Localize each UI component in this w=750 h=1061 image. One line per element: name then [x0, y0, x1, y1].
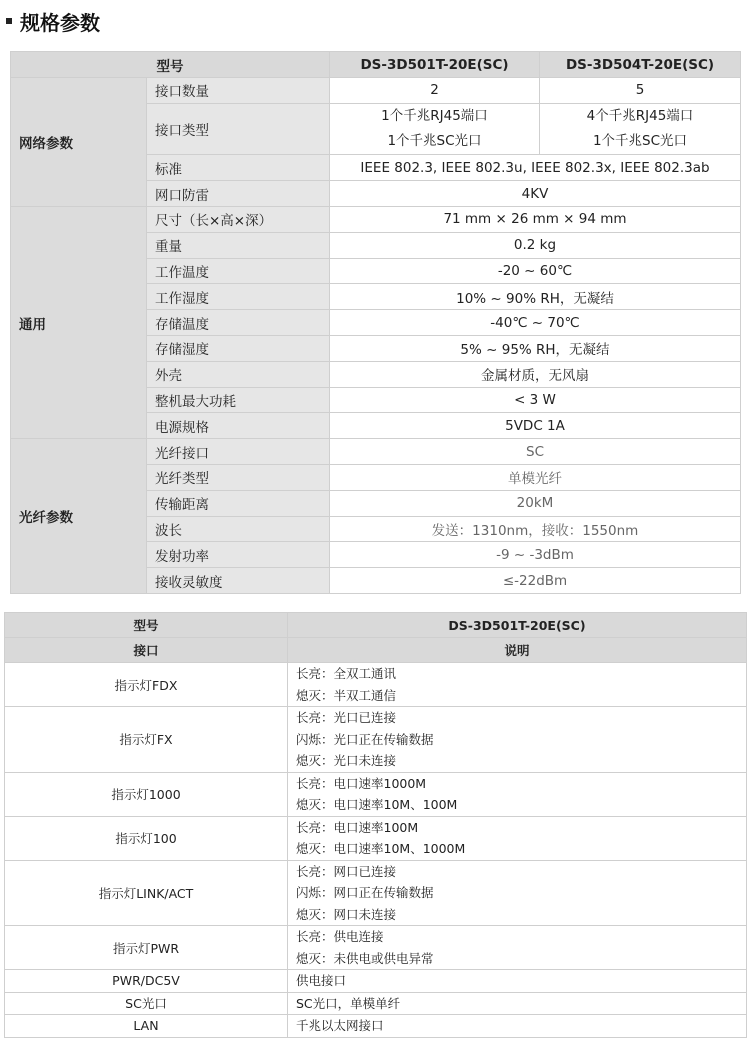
- description-line: 供电接口: [296, 973, 347, 988]
- description-line: 长亮：电口速率100M: [296, 819, 419, 835]
- param-name: 接口类型: [147, 103, 330, 155]
- model-name: DS-3D504T-20E(SC): [540, 52, 741, 78]
- param-name: 尺寸（长×高×深）: [147, 206, 330, 232]
- param-name: 整机最大功耗: [147, 387, 330, 413]
- interface-row: [5, 663, 747, 707]
- interface-header-row: [5, 638, 747, 663]
- param-name: 传输距离: [147, 490, 330, 516]
- param-name: 接口数量: [147, 78, 330, 104]
- param-value: 20kM: [330, 490, 741, 516]
- interface-row: [5, 772, 747, 816]
- param-name: 波长: [147, 516, 330, 542]
- interface-description: [288, 816, 747, 860]
- spec-row: [11, 206, 741, 232]
- param-value: [330, 103, 540, 155]
- interface-row: [5, 992, 747, 1015]
- section-title: [4, 6, 100, 36]
- description-line: 熄灭：半双工通信: [296, 687, 397, 703]
- param-value: 71 mm × 26 mm × 94 mm: [330, 206, 741, 232]
- description-line: 熄灭：网口未连接: [296, 906, 397, 922]
- description-line: 闪烁：网口正在传输数据: [296, 885, 434, 900]
- param-name: 接收灵敏度: [147, 568, 330, 594]
- param-value: -40℃ ~ 70℃: [330, 310, 741, 336]
- model-name: DS-3D501T-20E(SC): [330, 52, 540, 78]
- param-value: 5% ~ 95% RH，无凝结: [330, 335, 741, 361]
- param-value: -9 ~ -3dBm: [330, 542, 741, 568]
- param-value: SC: [330, 439, 741, 465]
- description-line: 闪烁：光口正在传输数据: [296, 731, 434, 747]
- interface-row: [5, 860, 747, 926]
- interface-description: [288, 860, 747, 926]
- param-value: 单模光纤: [330, 464, 741, 490]
- param-value: IEEE 802.3, IEEE 802.3u, IEEE 802.3x, IEEE 802.3ab: [330, 155, 741, 181]
- interface-row: [5, 970, 747, 993]
- param-value: < 3 W: [330, 387, 741, 413]
- description-line: 千兆以太网接口: [296, 1018, 384, 1033]
- section-title-text: 规格参数: [20, 10, 100, 35]
- model-label: 型号: [11, 52, 330, 78]
- param-value: ≤-22dBm: [330, 568, 741, 594]
- interface-name: 指示灯1000: [5, 772, 288, 816]
- interface-description: [288, 1015, 747, 1038]
- group-name: 通用: [11, 206, 147, 438]
- param-name: 工作温度: [147, 258, 330, 284]
- description-line: 长亮：光口已连接: [296, 710, 397, 725]
- param-name: 发射功率: [147, 542, 330, 568]
- param-value-line: 1个千兆RJ45端口: [381, 108, 488, 125]
- interface-name: 指示灯PWR: [5, 926, 288, 970]
- interface-model-row: [5, 613, 747, 638]
- param-value-line: 4个千兆RJ45端口: [586, 108, 694, 125]
- interface-description: [288, 663, 747, 707]
- param-value: [540, 103, 741, 155]
- interface-name: PWR/DC5V: [5, 970, 288, 993]
- spec-row: [11, 439, 741, 465]
- interface-description: [288, 707, 747, 773]
- param-value: 4KV: [330, 181, 741, 207]
- interface-description: [288, 772, 747, 816]
- param-name: 工作湿度: [147, 284, 330, 310]
- param-value: 10% ~ 90% RH，无凝结: [330, 284, 741, 310]
- description-line: 长亮：电口速率1000M: [296, 775, 427, 791]
- interface-table: [4, 612, 747, 1038]
- param-value: 0.2 kg: [330, 232, 741, 258]
- description-line: 长亮：网口已连接: [296, 863, 397, 879]
- description-line: 长亮：全双工通讯: [296, 666, 397, 681]
- description-label: 说明: [288, 638, 747, 663]
- param-value-line: 1个千兆SC光口: [387, 133, 482, 150]
- interface-row: [5, 1015, 747, 1038]
- model-label: 型号: [5, 613, 288, 638]
- interface-name: 指示灯FX: [5, 707, 288, 773]
- param-value: 发送：1310nm，接收：1550nm: [330, 516, 741, 542]
- description-line: SC光口，单模单纤: [296, 995, 401, 1011]
- interface-name: 指示灯LINK/ACT: [5, 860, 288, 926]
- param-value: 5VDC 1A: [330, 413, 741, 439]
- spec-row: [11, 78, 741, 104]
- interface-row: [5, 926, 747, 970]
- param-name: 重量: [147, 232, 330, 258]
- interface-description: [288, 992, 747, 1015]
- param-name: 标准: [147, 155, 330, 181]
- interface-name: 指示灯FDX: [5, 663, 288, 707]
- spec-header-row: [11, 52, 741, 78]
- param-value-line: 1个千兆SC光口: [592, 133, 688, 150]
- interface-description: [288, 926, 747, 970]
- interface-name: SC光口: [5, 992, 288, 1015]
- param-name: 网口防雷: [147, 181, 330, 207]
- interface-label: 接口: [5, 638, 288, 663]
- model-name: DS-3D501T-20E(SC): [288, 613, 747, 638]
- description-line: 熄灭：未供电或供电异常: [296, 950, 434, 966]
- description-line: 熄灭：光口未连接: [296, 753, 397, 768]
- bullet-icon: [6, 18, 12, 24]
- interface-description: [288, 970, 747, 993]
- group-name: 光纤参数: [11, 439, 147, 594]
- param-name: 存储温度: [147, 310, 330, 336]
- param-name: 外壳: [147, 361, 330, 387]
- description-line: 熄灭：电口速率10M、100M: [296, 797, 458, 812]
- interface-row: [5, 707, 747, 773]
- spec-table: [10, 51, 741, 594]
- param-name: 光纤接口: [147, 439, 330, 465]
- description-line: 长亮：供电连接: [296, 929, 384, 944]
- param-value: 2: [330, 78, 540, 104]
- param-value: 5: [540, 78, 741, 104]
- group-name: 网络参数: [11, 78, 147, 207]
- param-name: 存储湿度: [147, 335, 330, 361]
- param-name: 电源规格: [147, 413, 330, 439]
- interface-name: LAN: [5, 1015, 288, 1038]
- description-line: 熄灭：电口速率10M、1000M: [296, 841, 466, 856]
- interface-row: [5, 816, 747, 860]
- interface-name: 指示灯100: [5, 816, 288, 860]
- param-name: 光纤类型: [147, 464, 330, 490]
- param-value: -20 ~ 60℃: [330, 258, 741, 284]
- param-value: 金属材质，无风扇: [330, 361, 741, 387]
